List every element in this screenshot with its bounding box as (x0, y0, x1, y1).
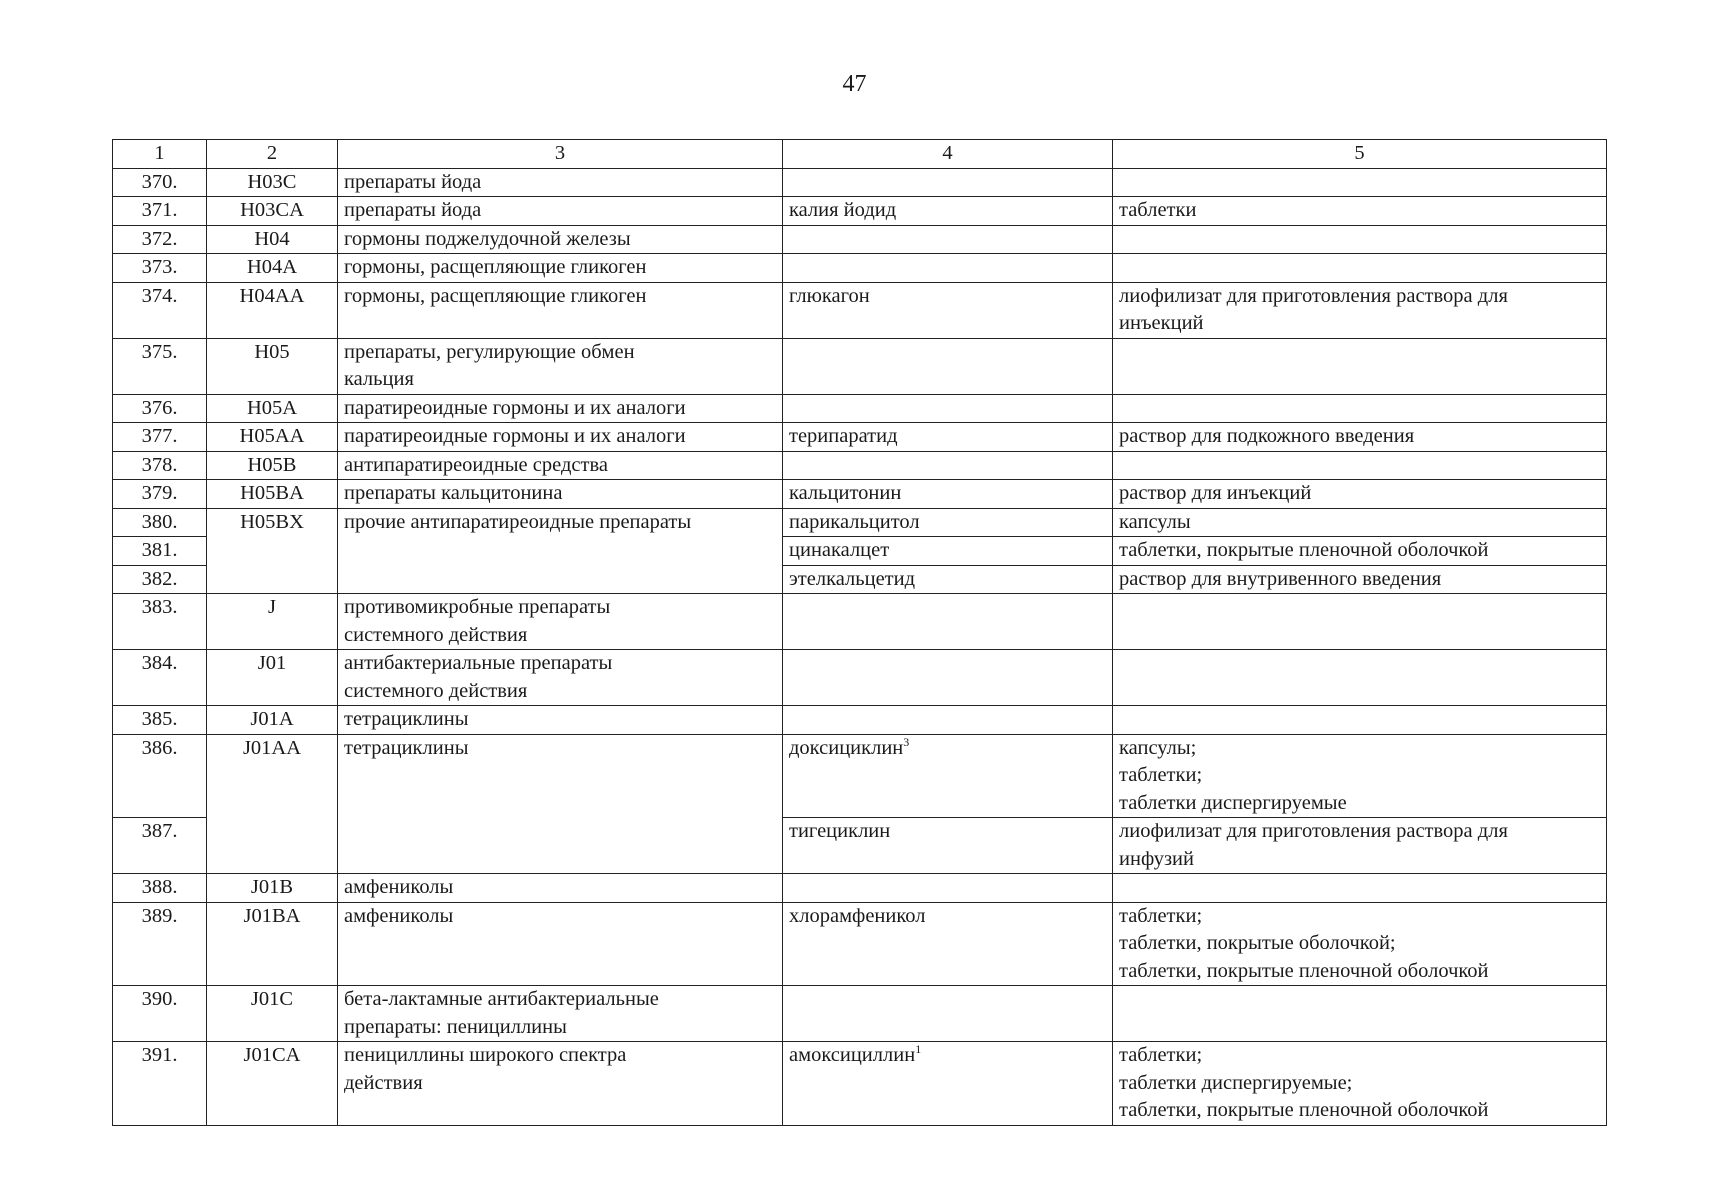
atc-group (338, 1042, 783, 1126)
atc-group-line: паратиреоидные гормоны и их аналоги (344, 425, 686, 447)
column-number-4: 4 (783, 140, 1113, 169)
row-number: 370. (113, 168, 207, 197)
atc-group-line: системного действия (344, 679, 528, 702)
row-number: 388. (113, 874, 207, 903)
dosage-form-line: лиофилизат для приготовления раствора для (1119, 820, 1508, 842)
drug-name: терипаратид (783, 423, 1113, 452)
atc-code: H05A (207, 394, 338, 423)
atc-group (338, 282, 783, 338)
atc-group (338, 706, 783, 735)
dosage-form-line: таблетки; (1119, 904, 1203, 927)
dosage-form-line: таблетки (1119, 199, 1197, 221)
atc-group-line: амфениколы (344, 904, 454, 927)
row-number: 381. (113, 537, 207, 566)
atc-code: J01BA (207, 902, 338, 986)
table-row (113, 282, 1607, 338)
column-number-3: 3 (338, 140, 783, 169)
row-number: 384. (113, 650, 207, 706)
drug-name (783, 338, 1113, 394)
atc-group (338, 338, 783, 394)
drug-name (783, 225, 1113, 254)
row-number: 387. (113, 818, 207, 874)
drug-list-table (112, 139, 1607, 1126)
table-row (113, 734, 1607, 818)
column-number-5: 5 (1113, 140, 1607, 169)
atc-group-line: препараты: пенициллины (344, 1015, 567, 1038)
atc-group (338, 197, 783, 226)
row-number: 391. (113, 1042, 207, 1126)
table-row (113, 168, 1607, 197)
dosage-form-line: раствор для внутривенного введения (1119, 567, 1442, 590)
table-row (113, 1042, 1607, 1126)
atc-group (338, 423, 783, 452)
atc-code: J01AA (207, 734, 338, 874)
dosage-form (1113, 902, 1607, 986)
table-row (113, 451, 1607, 480)
atc-code: J01C (207, 986, 338, 1042)
atc-group (338, 254, 783, 283)
atc-code: J01CA (207, 1042, 338, 1126)
drug-name: этелкальцетид (783, 565, 1113, 594)
atc-code: J (207, 594, 338, 650)
dosage-form (1113, 282, 1607, 338)
table-row (113, 225, 1607, 254)
table-row (113, 594, 1607, 650)
table-row (113, 650, 1607, 706)
dosage-form (1113, 480, 1607, 509)
drug-name: калия йодид (783, 197, 1113, 226)
atc-group (338, 874, 783, 903)
drug-name (783, 1042, 1113, 1126)
dosage-form (1113, 818, 1607, 874)
footnote-marker: 1 (915, 1042, 922, 1057)
atc-group (338, 734, 783, 874)
drug-name (783, 734, 1113, 818)
dosage-form-line: инъекций (1119, 312, 1204, 334)
dosage-form-line: таблетки, покрытые пленочной оболочкой (1119, 539, 1489, 561)
atc-group-line: препараты йода (344, 199, 482, 221)
dosage-form (1113, 706, 1607, 735)
table-row (113, 874, 1607, 903)
row-number: 390. (113, 986, 207, 1042)
atc-group (338, 480, 783, 509)
atc-group-line: тетрациклины (344, 708, 469, 730)
atc-group (338, 451, 783, 480)
row-number: 389. (113, 902, 207, 986)
atc-code: H04AA (207, 282, 338, 338)
dosage-form-line: инфузий (1119, 847, 1195, 870)
atc-group-line: антибактериальные препараты (344, 652, 613, 674)
atc-code: J01B (207, 874, 338, 903)
atc-group-line: паратиреоидные гормоны и их аналоги (344, 396, 686, 419)
atc-group-line: бета-лактамные антибактериальные (344, 988, 659, 1010)
atc-group (338, 650, 783, 706)
footnote-marker: 3 (903, 734, 910, 749)
atc-group (338, 225, 783, 254)
row-number: 382. (113, 565, 207, 594)
dosage-form (1113, 338, 1607, 394)
atc-code: J01A (207, 706, 338, 735)
table-row (113, 902, 1607, 986)
atc-group-line: амфениколы (344, 876, 454, 898)
table-row (113, 706, 1607, 735)
drug-name: парикальцитол (783, 508, 1113, 537)
dosage-form (1113, 594, 1607, 650)
row-number: 386. (113, 734, 207, 818)
dosage-form (1113, 508, 1607, 537)
dosage-form (1113, 225, 1607, 254)
dosage-form-line: таблетки, покрытые пленочной оболочкой (1119, 1099, 1489, 1121)
dosage-form-line: раствор для инъекций (1119, 482, 1312, 504)
row-number: 379. (113, 480, 207, 509)
table-row (113, 480, 1607, 509)
dosage-form-line: таблетки, покрытые оболочкой; (1119, 932, 1396, 954)
drug-name (783, 594, 1113, 650)
drug-name-text: амоксициллин (789, 1044, 916, 1066)
dosage-form-line: таблетки; (1119, 1044, 1203, 1066)
atc-group (338, 508, 783, 594)
dosage-form (1113, 254, 1607, 283)
atc-group-line: гормоны, расщепляющие гликоген (344, 284, 647, 307)
table-row (113, 508, 1607, 537)
drug-name: кальцитонин (783, 480, 1113, 509)
dosage-form-line: лиофилизат для приготовления раствора для (1119, 284, 1508, 307)
row-number: 372. (113, 225, 207, 254)
drug-name: глюкагон (783, 282, 1113, 338)
atc-group (338, 986, 783, 1042)
atc-code: H03CA (207, 197, 338, 226)
atc-group-line: пенициллины широкого спектра (344, 1044, 627, 1066)
dosage-form-line: таблетки; (1119, 764, 1203, 786)
row-number: 378. (113, 451, 207, 480)
drug-name: хлорамфеникол (783, 902, 1113, 986)
dosage-form (1113, 734, 1607, 818)
atc-group-line: кальция (344, 368, 414, 390)
column-number-2: 2 (207, 140, 338, 169)
atc-code: J01 (207, 650, 338, 706)
drug-name (783, 254, 1113, 283)
row-number: 383. (113, 594, 207, 650)
dosage-form (1113, 565, 1607, 594)
atc-group-line: препараты кальцитонина (344, 482, 563, 504)
atc-group-line: действия (344, 1071, 423, 1094)
table-body (113, 140, 1607, 1126)
page-number: 47 (842, 71, 867, 97)
table-row (113, 394, 1607, 423)
drug-name (783, 394, 1113, 423)
table-row (113, 197, 1607, 226)
atc-group (338, 168, 783, 197)
drug-name (783, 706, 1113, 735)
row-number: 373. (113, 254, 207, 283)
row-number: 377. (113, 423, 207, 452)
atc-code: H05BX (207, 508, 338, 594)
table-header-row (113, 140, 1607, 169)
table-row (113, 338, 1607, 394)
dosage-form (1113, 168, 1607, 197)
drug-name: цинакалцет (783, 537, 1113, 566)
row-number: 376. (113, 394, 207, 423)
drug-name: тигециклин (783, 818, 1113, 874)
row-number: 371. (113, 197, 207, 226)
row-number: 385. (113, 706, 207, 735)
row-number: 380. (113, 508, 207, 537)
dosage-form (1113, 874, 1607, 903)
table-row (113, 986, 1607, 1042)
atc-code: H05 (207, 338, 338, 394)
row-number: 375. (113, 338, 207, 394)
atc-code: H05AA (207, 423, 338, 452)
atc-group-line: гормоны поджелудочной железы (344, 227, 631, 250)
dosage-form (1113, 1042, 1607, 1126)
dosage-form (1113, 650, 1607, 706)
dosage-form (1113, 986, 1607, 1042)
atc-group (338, 594, 783, 650)
atc-group-line: антипаратиреоидные средства (344, 453, 608, 476)
atc-group-line: тетрациклины (344, 736, 469, 759)
dosage-form (1113, 451, 1607, 480)
dosage-form-line: капсулы; (1119, 736, 1197, 759)
drug-name (783, 874, 1113, 903)
atc-group (338, 394, 783, 423)
atc-code: H05BA (207, 480, 338, 509)
dosage-form-line: раствор для подкожного введения (1119, 425, 1415, 447)
table-row (113, 423, 1607, 452)
atc-group-line: гормоны, расщепляющие гликоген (344, 256, 647, 278)
dosage-form (1113, 197, 1607, 226)
dosage-form (1113, 394, 1607, 423)
dosage-form-line: таблетки, покрытые пленочной оболочкой (1119, 959, 1489, 982)
dosage-form-line: таблетки диспергируемые (1119, 791, 1347, 814)
atc-group-line: прочие антипаратиреоидные препараты (344, 510, 692, 533)
table-row (113, 254, 1607, 283)
atc-code: H05B (207, 451, 338, 480)
atc-group-line: системного действия (344, 623, 528, 646)
atc-code: H04A (207, 254, 338, 283)
drug-name (783, 168, 1113, 197)
atc-code: H04 (207, 225, 338, 254)
atc-group-line: противомикробные препараты (344, 596, 611, 618)
atc-group (338, 902, 783, 986)
drug-name-text: доксициклин (789, 736, 904, 759)
dosage-form (1113, 537, 1607, 566)
dosage-form-line: капсулы (1119, 510, 1191, 533)
atc-group-line: препараты йода (344, 170, 482, 193)
atc-group-line: препараты, регулирующие обмен (344, 340, 635, 363)
drug-name (783, 986, 1113, 1042)
row-number: 374. (113, 282, 207, 338)
drug-name (783, 650, 1113, 706)
dosage-form (1113, 423, 1607, 452)
drug-name (783, 451, 1113, 480)
dosage-form-line: таблетки диспергируемые; (1119, 1071, 1353, 1094)
atc-code: H03C (207, 168, 338, 197)
column-number-1: 1 (113, 140, 207, 169)
